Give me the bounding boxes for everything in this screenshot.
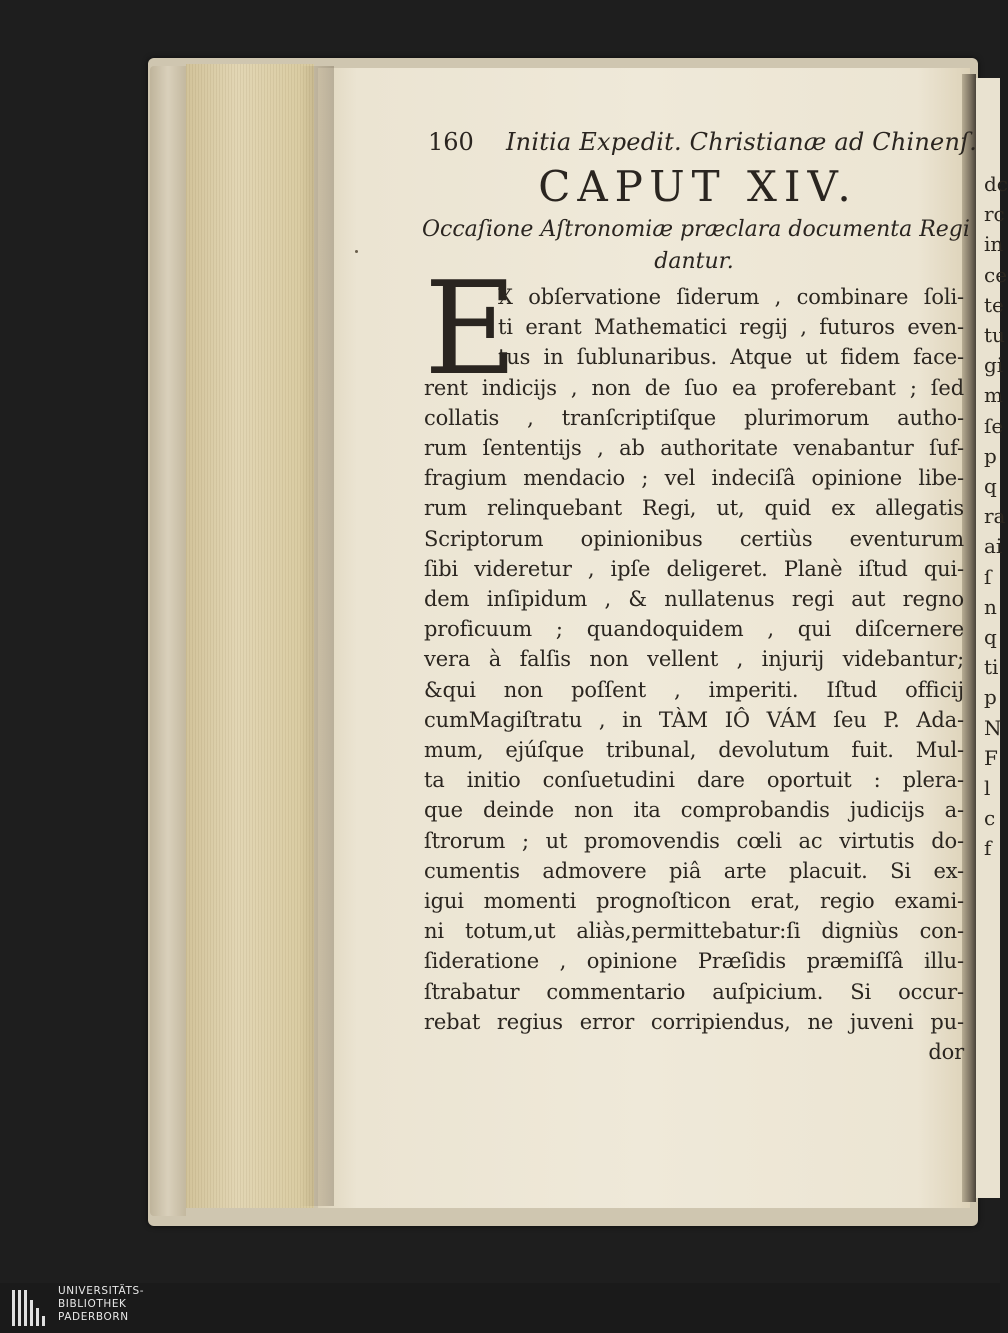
facing-text-fragment: l xyxy=(984,776,991,800)
text-line: rent indicijs , non de ſuo ea proferebant ; ſed xyxy=(424,375,964,400)
text-line: cumentis admovere piâ arte placuit. Si ex- xyxy=(424,858,964,883)
facing-text-fragment: te xyxy=(984,292,1004,317)
facing-text-fragment: q xyxy=(984,474,997,498)
drop-cap: E xyxy=(424,255,518,404)
text-line: rum relinquebant Regi, ut, quid ex allegatis xyxy=(424,496,964,521)
facing-text-fragment: gi xyxy=(984,353,1004,378)
facing-text-fragment: c xyxy=(984,806,996,831)
facing-text-fragment: tu xyxy=(984,323,1005,347)
page-header xyxy=(428,128,978,162)
university-library-logo-icon xyxy=(10,1286,50,1330)
text-line: ti erant Mathematici regij , futuros even- xyxy=(498,315,964,340)
chapter-title: CAPUT XIV. xyxy=(538,162,858,211)
facing-text-fragment: n xyxy=(984,594,997,619)
text-line: ſtrorum ; ut promovendis cœli ac virtutis do- xyxy=(424,828,964,853)
facing-text-fragment: N xyxy=(984,715,1002,740)
text-line: &qui non poſſent , imperiti. Iſtud officij xyxy=(424,677,964,702)
text-line: rum ſententijs , ab authoritate venabantur ſuf- xyxy=(424,436,964,460)
facing-text-fragment: f xyxy=(984,836,992,861)
facing-text-fragment: ce xyxy=(984,262,1008,287)
book-spine-edge xyxy=(150,66,186,1216)
facing-text-fragment: ra xyxy=(984,504,1006,529)
facing-text-fragment: dc xyxy=(984,172,1008,196)
text-line: cumMagiſtratu , in TÀM IÔ VÁM ſeu P. Ada- xyxy=(424,707,964,732)
text-line: fragium mendacio ; vel indeciſâ opinione libe- xyxy=(424,466,964,491)
library-footer-bar xyxy=(0,1283,1000,1333)
text-line: vera à falſis non vellent , injurij videbantur; xyxy=(424,647,964,672)
facing-text-fragment: p xyxy=(984,685,997,710)
text-line: mum, ejúſque tribunal, devolutum fuit. Mul- xyxy=(424,738,964,762)
facing-text-fragment: in xyxy=(984,232,1004,257)
text-line: dem inſipidum , & nullatenus regi aut regno xyxy=(424,587,964,611)
text-line: igui momenti prognoſticon erat, regio exami- xyxy=(424,889,964,913)
facing-text-fragment: q xyxy=(984,625,997,649)
text-line: ta initio conſuetudini dare oportuit : plera- xyxy=(424,768,964,793)
text-line: Scriptorum opinionibus certiùs eventurum xyxy=(424,526,964,551)
paper-speck xyxy=(355,250,358,253)
text-line: rebat regius error corripiendus, ne juveni pu- xyxy=(424,1009,964,1034)
facing-text-fragment: m xyxy=(984,383,1003,408)
text-line: dor xyxy=(928,1040,964,1064)
facing-text-fragment: F xyxy=(984,745,998,770)
facing-text-fragment: ſe xyxy=(984,413,1004,438)
facing-text-fragment: p xyxy=(984,443,997,468)
facing-text-fragment: ſ xyxy=(984,564,992,589)
running-title: Initia Expedit. Christianæ ad Chinenſ. xyxy=(506,128,978,156)
page-block-fore-edge xyxy=(186,64,314,1208)
text-line: ni totum,ut aliàs,permittebatur:ſi digniùs con- xyxy=(424,919,964,944)
text-line: ſibi videretur , ipſe deligeret. Planè iſtud qui- xyxy=(424,556,964,581)
text-line: ſtrabatur commentario auſpicium. Si occur- xyxy=(424,979,964,1004)
facing-text-fragment: rc xyxy=(984,202,1005,227)
subtitle-line: Occaſione Aſtronomiæ præclara documenta Regi xyxy=(422,217,970,242)
library-name-line: PADERBORN xyxy=(58,1311,129,1323)
facing-text-fragment: ai xyxy=(984,534,1003,559)
library-name-line: UNIVERSITÄTS- xyxy=(58,1285,145,1297)
subtitle-line: dantur. xyxy=(654,249,734,274)
page-edge-shadow xyxy=(300,66,334,1206)
text-line: que deinde non ita comprobandis judicijs a- xyxy=(424,798,964,823)
text-line: collatis , tranſcriptiſque plurimorum autho- xyxy=(424,405,964,430)
library-name-line: BIBLIOTHEK xyxy=(58,1298,127,1310)
facing-text-fragment: ti xyxy=(984,655,999,680)
text-line: tus in ſublunaribus. Atque ut fidem face- xyxy=(498,345,964,370)
text-line: proficuum ; quandoquidem , qui diſcernere xyxy=(424,617,964,642)
text-line: ſideratione , opinione Præſidis præmiſſâ illu- xyxy=(424,949,964,974)
page-number: 160 xyxy=(428,128,474,156)
library-name xyxy=(58,1285,144,1324)
text-line: X obſervatione ſiderum , combinare ſoli- xyxy=(498,285,964,309)
